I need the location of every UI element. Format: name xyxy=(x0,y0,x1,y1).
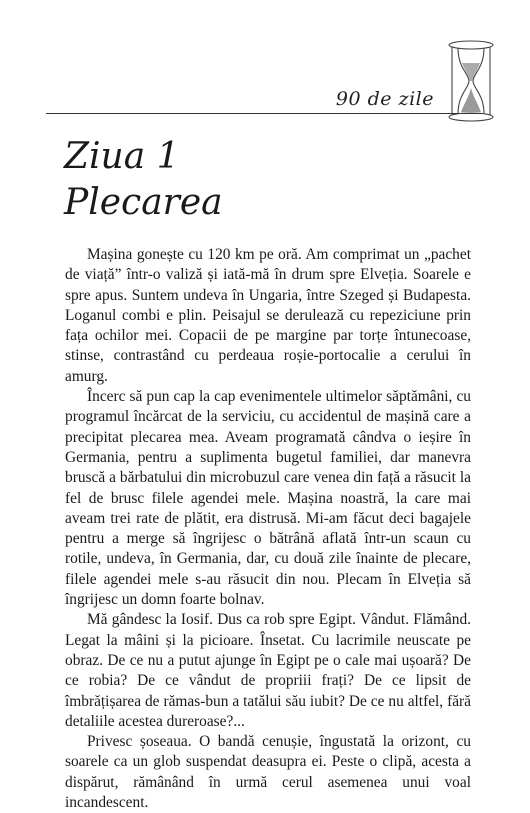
running-head: 90 de zile xyxy=(335,88,434,110)
header-rule xyxy=(46,113,483,114)
chapter-number: Ziua 1 xyxy=(64,136,180,177)
paragraph: Încerc să pun cap la cap evenimentele ultimelor săptămâni, cu programul încărcat de la serviciu, cu accidentul de mașină care a precipitat plecarea mea. Aveam programată cândva o ieșire în Germania, pentru a suplimenta bugetul familiei, dar manevra bruscă a bărbatului din microbuzul care venea din față a răsucit la fel de brusc filele agendei mele. Mașina noastră, la care mai aveam trei rate de plătit, era distrusă. Mi-am făcut deci bagajele pentru a merge să îngrijesc o bătrână aflată într-un scaun cu rotile, undeva, în Germania, dar, cu două zile înainte de plecare, filele agendei mele s-au răsucit din nou. Plecam în Elveția să îngrijesc un domn foarte bolnav. xyxy=(65,388,471,609)
paragraph: Mașina gonește cu 120 km pe oră. Am comprimat un „pachet de viață” într-o valiză și iată-mă în drum spre Elveția. Soarele e spre apus. Suntem undeva în Ungaria, între Szeged și Budapesta. Loganul combi e plin. Peisajul se derulează cu repeziciune prin fața ochilor mei. Copacii de pe margine par torțe întunecoase, stinse, contrastând cu perdeaua roșie-portocalie a cerului în amurg. xyxy=(65,246,471,385)
hourglass-icon xyxy=(445,38,497,124)
chapter-body xyxy=(65,245,471,813)
chapter-title: Plecarea xyxy=(64,182,223,223)
paragraph: Mă gândesc la Iosif. Dus ca rob spre Egipt. Vândut. Flămând. Legat la mâini și la picioare. Însetat. Cu lacrimile neuscate pe obraz. De ce nu a putut ajunge în Egipt pe o cale mai ușoară? De ce robia? De ce vândut de propriii frați? De ce lipsit de îmbrățișarea de rămas-bun a tatălui său iubit? De ce nu altfel, fără detaliile acestea dureroase?... xyxy=(65,611,471,730)
paragraph: Privesc șoseaua. O bandă cenușie, îngustată la orizont, cu soarele ca un glob suspendat deasupra ei. Peste o clipă, acesta a dispărut, rămânând în urmă cerul asemenea unui voal incandescent. xyxy=(65,733,471,812)
